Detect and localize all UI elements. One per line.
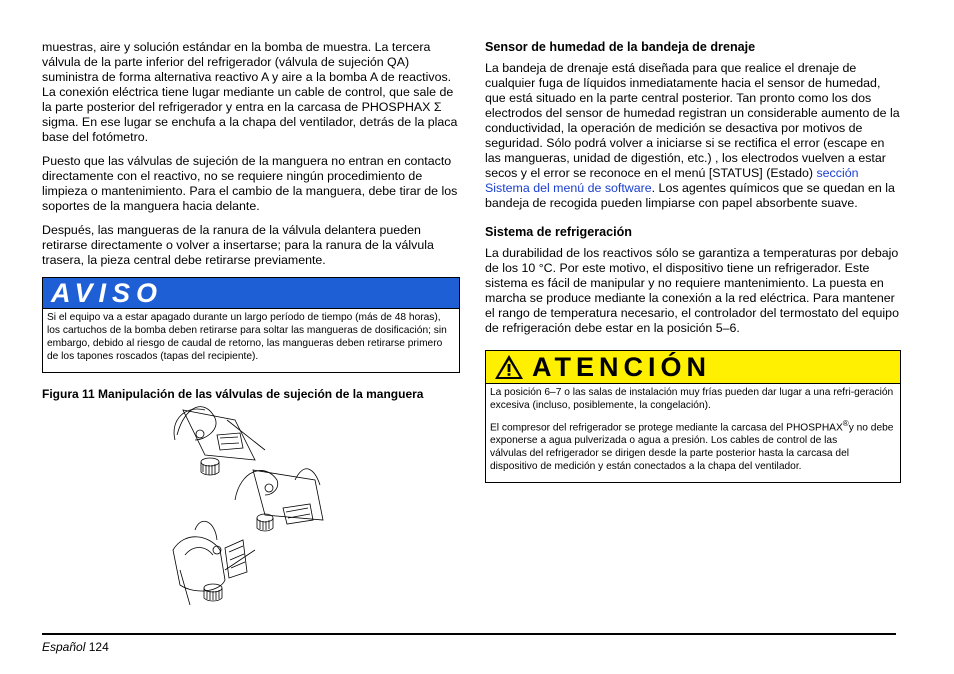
footer-language: Español (42, 640, 86, 654)
registered-mark: ® (842, 419, 849, 428)
valve-handling-illustration (165, 400, 327, 618)
body-paragraph: Puesto que las válvulas de sujeción de la manguera no entran en contacto directamente con el reactivo, no se requiere ningún procedimiento de limpieza o mantenimiento. Para el cambio de la manguera, debe tirar de los soportes de la manguera hacia delante. (42, 154, 458, 213)
paragraph-text: . Los agentes químicos que se quedan en la bandeja de recogida pueden limpiarse con papel absorbente suave. (485, 181, 895, 210)
atencion-title: ATENCIÓN (532, 351, 711, 382)
right-column (485, 40, 901, 483)
body-paragraph: muestras, aire y solución estándar en la bomba de muestra. La tercera válvula de la parte inferior del refrigerador (válvula de sujeción QA) suministra de forma alternativa reactivo A y aire a la bomba A de reactivos. La conexión eléctrica tiene lugar mediante un cable de control, que sale de la parte posterior del refrigerador y entra en la carcasa de PHOSPHAX Σ sigma. En ese lugar se enchufa a la chapa del ventilador, detrás de la placa base del fotómetro. (42, 40, 458, 144)
section-heading: Sistema de refrigeración (485, 225, 632, 239)
aviso-text (43, 308, 459, 372)
body-paragraph: La durabilidad de los reactivos sólo se garantiza a temperaturas por debajo de los 10 °C. Por este motivo, el dispositivo tiene un refrigerador. Este sistema es fácil de manipular y no requiere mantenimiento. La puesta en marcha se produce mediante la conexión a la red eléctrica. Para mantener el rango de temperatura necesario, el controlador del termostato del equipo de refrigeración debe estar en la posición 5–6. (485, 246, 899, 335)
atencion-text (486, 383, 900, 482)
page-footer (42, 640, 109, 654)
warning-icon (494, 354, 524, 380)
atencion-paragraph (490, 417, 896, 447)
atencion-header (486, 351, 900, 383)
software-menu-link[interactable]: sección Sistema del menú de software (485, 166, 859, 195)
atencion-paragraph: válvulas del refrigerador se dirigen desde la parte posterior hasta la carcasa del dispositivo de medición y están conectados a la chapa del ventilador. (490, 448, 850, 473)
body-paragraph (485, 61, 901, 211)
footer-divider (42, 633, 896, 635)
paragraph-text: y no debe exponerse a agua pulverizada o agua a presión. Los cables de control de las (490, 422, 894, 447)
body-paragraph: Después, las mangueras de la ranura de la válvula delantera pueden retirarse directamente o volver a insertarse; para la ranura de la válvula trasera, la pieza central debe retirarse previamente. (42, 223, 434, 267)
paragraph-text: La bandeja de drenaje está diseñada para que realice el drenaje de cualquier fuga de líquidos inmediatamente hacia el sensor de humedad, que está situado en la parte central posterior. Tan pronto como los dos electrodos del sensor de humedad registran un considerable aumento de la conductividad, la operación de medición se desactiva por motivos de seguridad. Sólo podrá volver a iniciarse si se rectifica el error (escape en las mangueras, unidad de digestión, etc.) , los electrodos vuelven a estar secos y el error se reconoce en el menú [STATUS] (Estado) (485, 61, 900, 180)
paragraph-text: El compresor del refrigerador se protege mediante la carcasa del PHOSPHAX (490, 422, 843, 434)
figure-caption: Figura 11 Manipulación de las válvulas de sujeción de la manguera (42, 387, 424, 401)
atencion-paragraph: La posición 6–7 o las salas de instalación muy frías pueden dar lugar a una refri-geración excesiva (incluso, posiblemente, la congelación). (490, 387, 894, 411)
aviso-box (42, 277, 460, 373)
aviso-title: AVISO (43, 278, 459, 308)
section-heading: Sensor de humedad de la bandeja de drenaje (485, 40, 756, 54)
page-number: 124 (88, 640, 109, 654)
left-column (42, 40, 460, 402)
atencion-box (485, 350, 901, 483)
aviso-paragraph: Si el equipo va a estar apagado durante un largo período de tiempo (más de 48 horas), los cartuchos de la bomba deben retirarse para soltar las mangueras de dosificación; sin embargo, debido al riesgo de caudal de retorno, las mangueras deben retirarse primero de los tapones roscados (tapas del recipiente). (47, 312, 447, 362)
